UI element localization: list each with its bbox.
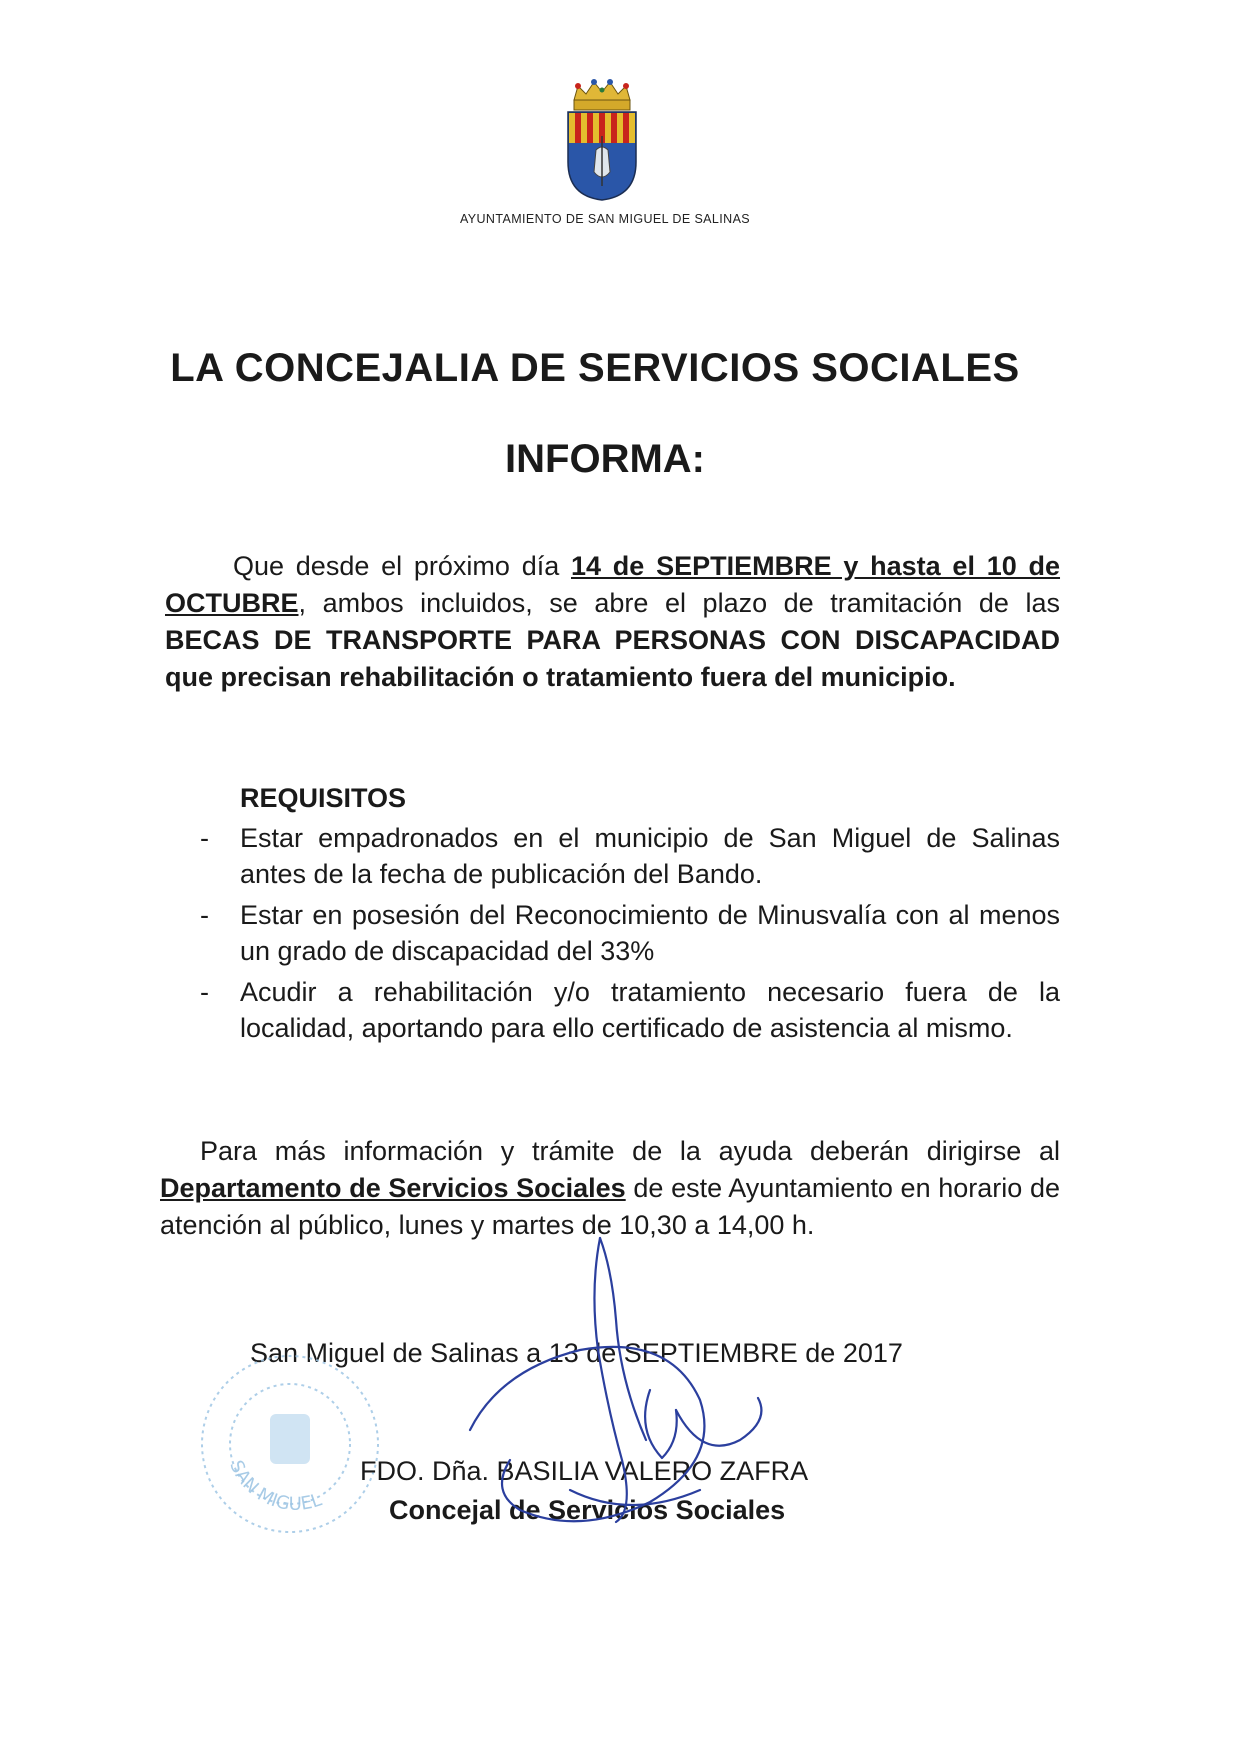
more-info-text-1: Para más información y trámite de la ayuda deberán dirigirse al — [200, 1136, 1060, 1166]
shield-icon — [568, 112, 636, 200]
requirement-text: Acudir a rehabilitación y/o tratamiento necesario fuera de la localidad, aportando para ello certificado de asistencia al mismo. — [240, 977, 1060, 1043]
page-title: LA CONCEJALIA DE SERVICIOS SOCIALES — [170, 346, 1020, 390]
place-date: San Miguel de Salinas a 13 de SEPTIEMBRE de 2017 — [250, 1338, 903, 1368]
list-item — [200, 820, 1060, 892]
list-item — [200, 897, 1060, 969]
svg-text:SAN MIGUEL — [225, 1457, 324, 1515]
stamp-text: SAN MIGUEL — [225, 1457, 325, 1515]
page-subtitle: INFORMA: — [505, 437, 705, 481]
list-item — [200, 974, 1060, 1046]
handwritten-signature-icon — [440, 1230, 820, 1540]
requirement-text: Estar empadronados en el municipio de San Miguel de Salinas antes de la fecha de publicación del Bando. — [240, 823, 1060, 889]
intro-text-2: , ambos incluidos, se abre el plazo de tramitación de las — [298, 588, 1060, 618]
intro-paragraph — [165, 548, 1060, 696]
municipal-coat-of-arms-icon — [560, 78, 644, 204]
more-info-paragraph — [160, 1133, 1060, 1244]
crown-icon — [574, 79, 630, 110]
more-info-text-2: de este Ayuntamiento en horario de atención al público, lunes y martes de 10,30 a 14,00 h. — [160, 1173, 1060, 1240]
intro-highlight: BECAS DE TRANSPORTE PARA PERSONAS CON DISCAPACIDAD que precisan rehabilitación o tratamiento fuera del municipio. — [165, 625, 1060, 692]
requirement-text: Estar en posesión del Reconocimiento de Minusvalía con al menos un grado de discapacidad del 33% — [240, 900, 1060, 966]
bullet-dash: - — [200, 977, 209, 1007]
department-name: Departamento de Servicios Sociales — [160, 1173, 626, 1203]
bullet-dash: - — [200, 823, 209, 853]
intro-date-range: 14 de SEPTIEMBRE y hasta el 10 de OCTUBRE — [165, 551, 1061, 618]
official-seal-stamp-icon — [190, 1344, 380, 1544]
bullet-dash: - — [200, 900, 209, 930]
organization-name: AYUNTAMIENTO DE SAN MIGUEL DE SALINAS — [459, 212, 751, 226]
intro-text-1: Que desde el próximo día — [233, 551, 571, 581]
requirements-list — [200, 820, 1060, 1051]
signer-role: Concejal de Servicios Sociales — [389, 1495, 786, 1525]
signer-name: FDO. Dña. BASILIA VALERO ZAFRA — [360, 1456, 809, 1486]
requirements-heading: REQUISITOS — [240, 783, 407, 813]
